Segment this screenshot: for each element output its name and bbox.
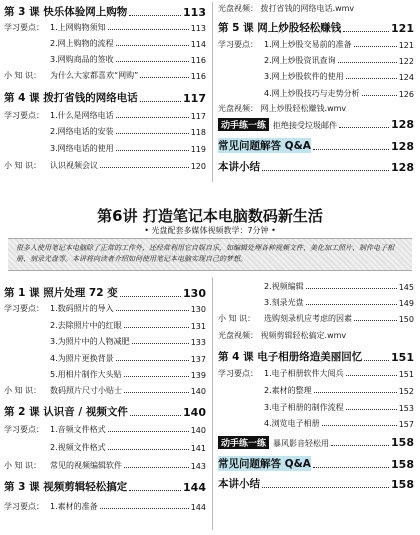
entry-title: 暴风影音轻松用: [273, 439, 330, 448]
toc-subentry[interactable]: [4, 303, 206, 314]
entry-title: 4.浏览电子相册: [264, 419, 320, 428]
page-number: 149: [398, 299, 414, 308]
entry-title: 2.网上炒股资讯查询: [264, 56, 336, 65]
page-number: 130: [190, 305, 206, 314]
video-note: [218, 330, 414, 341]
page-number: 158: [391, 436, 414, 449]
page-number: 114: [190, 40, 206, 49]
dot-leader: [116, 45, 189, 46]
entry-title: 本讲小结: [218, 478, 260, 490]
dot-leader: [120, 296, 181, 297]
page-number: 121: [398, 41, 414, 50]
page-number: 128: [391, 161, 414, 174]
page-number: 117: [183, 92, 206, 105]
entry-prefix: 学习要点：: [218, 40, 258, 49]
dot-leader: [108, 431, 189, 432]
entry-title: 5.用相片制作大头贴: [50, 370, 122, 379]
dot-leader: [129, 15, 181, 16]
exercise-badge: 动手练一练: [218, 436, 269, 449]
toc-subentry[interactable]: [4, 126, 206, 137]
dot-leader: [124, 392, 189, 393]
dot-leader: [129, 490, 181, 491]
page-number: 130: [183, 287, 206, 300]
entry-prefix: 小 知 识：: [218, 314, 256, 323]
page-number: 137: [190, 355, 206, 364]
entry-title: 第 4 课 拨打省钱的网络电话: [4, 92, 138, 104]
page-number: 140: [183, 406, 206, 419]
entry-title: 本讲小结: [218, 161, 260, 173]
toc-entry[interactable]: [4, 4, 206, 19]
toc-subentry[interactable]: [4, 22, 206, 33]
entry-title: 2.视频文件格式: [50, 443, 106, 452]
dot-leader: [354, 46, 397, 47]
dot-leader: [124, 376, 189, 377]
entry-title: 选购刻录机应考虑的因素: [264, 314, 352, 323]
video-note-text: 光盘视频： 网上炒股轻松赚钱.wmv: [218, 104, 347, 113]
entry-prefix: 小 知 识：: [4, 161, 42, 170]
entry-title: 数码照片尺寸小贴士: [50, 386, 122, 395]
toc-entry[interactable]: [218, 138, 414, 153]
top-column-divider: [212, 2, 213, 182]
toc-subentry[interactable]: [4, 442, 206, 453]
page-number: 113: [183, 6, 206, 19]
entry-prefix: 学习要点：: [218, 369, 258, 378]
dot-leader: [124, 327, 189, 328]
toc-subentry[interactable]: [218, 71, 414, 82]
page-number: 119: [190, 145, 206, 154]
toc-subentry[interactable]: [218, 402, 414, 413]
dot-leader: [116, 117, 189, 118]
toc-subentry[interactable]: [4, 385, 206, 396]
toc-entry[interactable]: [218, 159, 414, 174]
entry-prefix: 小 知 识：: [4, 386, 42, 395]
page-number: 131: [190, 322, 206, 331]
toc-subentry[interactable]: [4, 110, 206, 121]
entry-title: 2.去除照片中的红眼: [50, 321, 122, 330]
entry-title: 3.网购商品的签收: [50, 55, 114, 64]
toc-subentry[interactable]: [4, 38, 206, 49]
entry-title: 1.素材的准备: [50, 502, 98, 511]
page-number: 157: [398, 420, 414, 429]
dot-leader: [116, 360, 189, 361]
toc-subentry[interactable]: [218, 281, 414, 292]
page-number: 150: [398, 315, 414, 324]
page-number: 144: [190, 503, 206, 512]
toc-entry[interactable]: [218, 456, 414, 471]
exercise-badge: 动手练一练: [218, 118, 269, 131]
page-number: 153: [398, 404, 414, 413]
toc-entry[interactable]: [218, 20, 414, 35]
dot-leader: [346, 78, 397, 79]
toc-subentry[interactable]: [218, 385, 414, 396]
page-number: 151: [391, 351, 414, 364]
video-note: [218, 103, 414, 114]
dot-leader: [306, 288, 397, 289]
toc-subentry[interactable]: [218, 297, 414, 308]
entry-title: 3.刻录光盘: [264, 298, 304, 307]
toc-subentry[interactable]: [4, 424, 206, 435]
toc-entry[interactable]: [218, 118, 414, 131]
entry-title: 第 3 课 快乐体验网上购物: [4, 6, 128, 18]
dot-leader: [140, 77, 188, 78]
page-number: 140: [190, 426, 206, 435]
toc-entry[interactable]: [4, 404, 206, 419]
bottom-column-divider: [212, 277, 213, 530]
entry-prefix: 学习要点：: [4, 304, 44, 313]
page-number: 113: [190, 24, 206, 33]
dot-leader: [108, 449, 189, 450]
page-number: 128: [391, 118, 414, 131]
page-number: 120: [190, 162, 206, 171]
toc-subentry[interactable]: [218, 88, 414, 99]
dot-leader: [116, 310, 189, 311]
entry-title: 第 4 课 电子相册络造美丽回忆: [218, 351, 363, 363]
toc-subentry[interactable]: [4, 160, 206, 171]
entry-title: 第 5 课 网上炒股轻松赚钱: [218, 22, 342, 34]
entry-title: 拒绝接受垃圾邮件: [273, 121, 338, 130]
dot-leader: [339, 127, 389, 128]
toc-entry[interactable]: [218, 349, 414, 364]
toc-subentry[interactable]: [218, 418, 414, 429]
qa-section-title: 常见问题解答 Q&A: [218, 458, 311, 470]
page-number: 158: [391, 478, 414, 491]
page-number: 117: [190, 112, 206, 121]
toc-entry[interactable]: [4, 285, 206, 300]
dot-leader: [108, 29, 189, 30]
entry-prefix: 学习要点：: [4, 502, 44, 511]
toc-subentry[interactable]: [218, 368, 414, 379]
toc-subentry[interactable]: [218, 55, 414, 66]
entry-title: 3.网络电话的使用: [50, 144, 114, 153]
dot-leader: [354, 320, 397, 321]
page-number: 145: [398, 283, 414, 292]
page-number: 116: [190, 72, 206, 81]
entry-title: 2.视频编辑: [264, 282, 304, 291]
dot-leader: [262, 170, 389, 171]
toc-subentry[interactable]: [4, 336, 206, 347]
entry-title: 常见的视频编辑软件: [50, 461, 122, 470]
entry-title: 1.数码照片的导入: [50, 304, 114, 313]
page-number: 139: [190, 371, 206, 380]
page-number: 158: [391, 458, 414, 471]
entry-title: 4.网上炒股技巧与走势分析: [264, 89, 360, 98]
page-number: 128: [391, 140, 414, 153]
video-note-text: 光盘视频： 视频剪辑轻松搞定.wmv: [218, 331, 347, 340]
toc-subentry[interactable]: [4, 54, 206, 65]
page-number: 151: [398, 370, 414, 379]
dot-leader: [100, 167, 189, 168]
toc-subentry[interactable]: [4, 320, 206, 331]
dot-leader: [362, 95, 397, 96]
page-number: 133: [190, 338, 206, 347]
toc-subentry[interactable]: [4, 501, 206, 512]
page-number: 152: [398, 387, 414, 396]
qa-section-title: 常见问题解答 Q&A: [218, 140, 311, 152]
toc-entry[interactable]: [4, 479, 206, 494]
entry-title: 认识视频会议: [50, 161, 98, 170]
entry-title: 第 2 课 认识音 / 视频文件: [4, 406, 128, 418]
entry-title: 2.网上购物的流程: [50, 39, 114, 48]
page-number: 140: [190, 387, 206, 396]
entry-prefix: 学习要点：: [4, 23, 44, 32]
entry-title: 1.电子相册软件大阅兵: [264, 369, 344, 378]
chapter-intro: 很多人使用笔记本电脑除了正常的工作外，还经常利用它自娱自乐，如编辑处理各种视频文件、美化加工照片、制作电子相册、刻录光盘等。本讲将向读者介绍如何使用笔记本电脑实现自己的梦想。: [8, 238, 412, 271]
entry-title: 4.为照片更换背景: [50, 354, 114, 363]
toc-subentry[interactable]: [4, 369, 206, 380]
dot-leader: [338, 62, 397, 63]
entry-title: 1.网上炒股交易前的准备: [264, 40, 352, 49]
entry-prefix: 学习要点：: [4, 111, 44, 120]
dot-leader: [314, 392, 397, 393]
entry-prefix: 小 知 识：: [4, 71, 42, 80]
dot-leader: [364, 360, 389, 361]
entry-title: 3.为照片中的人物减肥: [50, 337, 130, 346]
page-number: 122: [398, 57, 414, 66]
dot-leader: [124, 467, 189, 468]
entry-title: 1.上网购物须知: [50, 23, 106, 32]
dot-leader: [116, 150, 189, 151]
entry-title: 第 3 课 视频剪辑轻松搞定: [4, 481, 128, 493]
dot-leader: [130, 415, 181, 416]
dot-leader: [306, 304, 397, 305]
toc-entry[interactable]: [218, 436, 414, 449]
entry-title: 3.网上炒股软件的使用: [264, 72, 344, 81]
dot-leader: [343, 31, 389, 32]
entry-title: 1.音频文件格式: [50, 425, 106, 434]
entry-prefix: 小 知 识：: [4, 461, 42, 470]
page-number: 126: [398, 90, 414, 99]
page-number: 121: [391, 22, 414, 35]
page-number: 144: [183, 481, 206, 494]
dot-leader: [140, 101, 181, 102]
video-note-text: 光盘视频： 拨打省钱的网络电话.wmv: [218, 4, 355, 13]
dot-leader: [313, 467, 389, 468]
dot-leader: [262, 487, 389, 488]
entry-title: 第 1 课 照片处理 72 变: [4, 287, 118, 299]
entry-title: 2.素材的整理: [264, 386, 312, 395]
toc-entry[interactable]: [218, 476, 414, 491]
dot-leader: [116, 133, 189, 134]
entry-prefix: 学习要点：: [4, 425, 44, 434]
page-number: 124: [398, 73, 414, 82]
chapter-subtitle: • 光盘配套多媒体视频教学：7分钟 •: [144, 226, 276, 235]
dot-leader: [132, 343, 189, 344]
toc-entry[interactable]: [4, 90, 206, 105]
entry-title: 1.什么是网络电话: [50, 111, 114, 120]
toc-subentry[interactable]: [4, 353, 206, 364]
entry-title: 为什么大家都喜欢“网购”: [50, 71, 139, 80]
video-note: [218, 3, 414, 14]
page-number: 116: [190, 56, 206, 65]
dot-leader: [346, 409, 397, 410]
toc-subentry[interactable]: [218, 313, 414, 324]
dot-leader: [100, 508, 189, 509]
toc-subentry[interactable]: [4, 70, 206, 81]
dot-leader: [313, 149, 389, 150]
entry-title: 2.网络电话的安装: [50, 127, 114, 136]
toc-subentry[interactable]: [218, 39, 414, 50]
dot-leader: [331, 445, 389, 446]
toc-subentry[interactable]: [4, 143, 206, 154]
chapter-title: 第6讲 打造笔记本电脑数码新生活: [97, 207, 323, 225]
page-number: 141: [190, 444, 206, 453]
page-number: 118: [190, 128, 206, 137]
page-number: 143: [190, 462, 206, 471]
toc-subentry[interactable]: [4, 460, 206, 471]
dot-leader: [322, 425, 397, 426]
dot-leader: [346, 375, 397, 376]
entry-title: 3.电子相册的制作流程: [264, 403, 344, 412]
dot-leader: [116, 61, 189, 62]
